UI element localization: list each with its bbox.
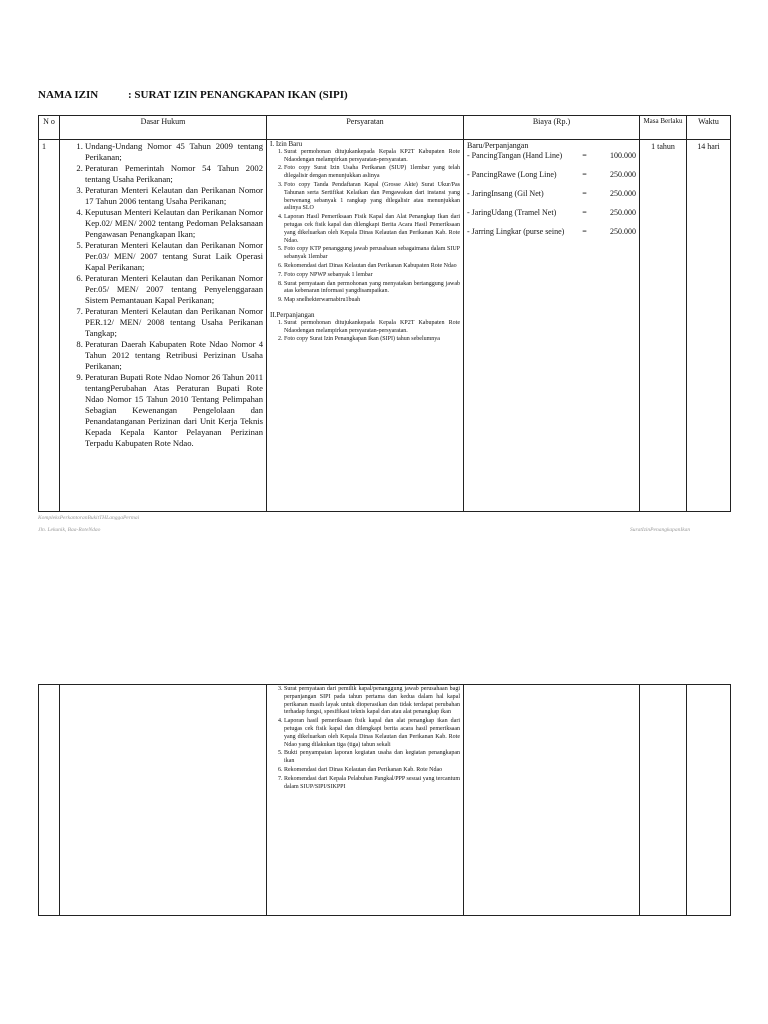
continuation-table <box>38 684 731 916</box>
izin-baru-item: 5. Foto copy KTP penanggung jawab perusahaan sebagaimana dalam SIUP sebanyak 1lembar <box>284 246 460 262</box>
biaya-label: - JaringUdang (Tramel Net) <box>467 208 557 217</box>
biaya-list <box>467 151 636 237</box>
izin-baru-item: 9. Map snelhekterwarnabiru1buah <box>284 297 460 305</box>
biaya-row <box>467 151 636 161</box>
biaya-value: 100.000 <box>610 151 637 160</box>
permit-label: NAMA IZIN <box>38 89 99 101</box>
biaya-equals: = <box>582 227 587 236</box>
perpanjangan-item: 1. Surat permohonan ditujukankepada Kepala KP2T Kabupaten Rote Ndaodengan melampirkan persyaratan-persyaratan. <box>284 320 460 336</box>
dasar-hukum-item: 9. Peraturan Bupati Rote Ndao Nomor 26 Tahun 2011 tentangPerubahan Atas Peraturan Bupati Rote Ndao Nomor 15 Tahun 2010 Tentang Pelimpahan Sebagian Kewenangan Pengelolaan dan Penandatanganan Perizinan dari Unit Kerja Teknis Kepada Kepala Kantor Pelayanan Perizinan Terpadu Kabupaten Rote Ndao. <box>85 372 263 449</box>
biaya-cell <box>464 140 640 512</box>
biaya-value: 250.000 <box>610 227 637 236</box>
table-row <box>39 140 731 512</box>
biaya-equals: = <box>582 189 587 198</box>
header-dasar-hukum: Dasar Hukum <box>60 116 267 140</box>
table-header-row <box>39 116 731 140</box>
requirements-table <box>38 115 731 512</box>
dasar-hukum-item: 2. Peraturan Pemerintah Nomor 54 Tahun 2002 tentang Usaha Perikanan; <box>85 163 263 185</box>
continuation-item: 4. Laporan hasil pemeriksaan fisik kapal dan alat penangkap ikan dari petugas cek fisik kapal dan dilengkapi berita acara hasil pemeriksaan yang dikeluarkan oleh Kepala Dinas Kelautan dan Perikanan Kab. Rote Ndao yang dilakukan tiga (tiga) tahun sekali <box>284 718 460 749</box>
table-row <box>39 685 731 916</box>
footer-address-2: Jln. Lekunik, Baa-RoteNdao <box>38 527 101 533</box>
persyaratan-cell <box>267 140 464 512</box>
izin-baru-item: 6. Rekomendasi dari Dinas Kelautan dan Perikanan Kabupaten Rote Ndao <box>284 263 460 271</box>
continuation-item: 6. Rekomendasi dari Dinas Kelautan dan Perikanan Kab. Rote Ndao <box>284 767 460 775</box>
header-persyaratan: Persyaratan <box>267 116 464 140</box>
continuation-item: 7. Rekomendasi dari Kepala Pelabuhan Pangkal/PPP sesuai yang tercantum dalam SIUP/SIPI/SIKPPI <box>284 776 460 792</box>
perpanjangan-item: 2. Foto copy Surat Izin Penangkapan Ikan (SIPI) tahun sebelumnya <box>284 336 460 344</box>
izin-baru-item: 3. Foto copy Tanda Pendaftaran Kapal (Grosse Akte) Surat Ukur/Pas Tahunan serta Sertifikat Kelaikan dan Pengawakan dari instansi yang berwenang sebanyak 1 rangkap yang dilegalisir atau menunjukkan aslinya SLO <box>284 182 460 213</box>
permit-title <box>38 89 348 101</box>
izin-baru-item: 7. Foto copy NPWP sebanyak 1 lembar <box>284 272 460 280</box>
perpanjangan-heading: II.Perpanjangan <box>270 310 315 319</box>
footer-doc-name: SuratIzinPenangkapanIkan <box>630 527 691 533</box>
dasar-hukum-item: 3. Peraturan Menteri Kelautan dan Perikanan Nomor 17 Tahun 2006 tentang Usaha Perikanan; <box>85 185 263 207</box>
biaya-equals: = <box>582 208 587 217</box>
izin-baru-list <box>270 149 460 305</box>
permit-name: : SURAT IZIN PENANGKAPAN IKAN (SIPI) <box>128 89 348 101</box>
dasar-hukum-list <box>63 141 263 449</box>
izin-baru-item: 2. Foto copy Surat Izin Usaha Perikanan (SIUP) 1lembar yang telah dilegalisir dengan menunjukkan aslinya <box>284 165 460 181</box>
biaya-label: - PancingRawe (Long Line) <box>467 170 557 179</box>
footer-address-1: KompleksPerkantoranBukitTHLanggaPermai <box>38 515 140 521</box>
izin-baru-item: 4. Laporan Hasil Pemeriksaan Fisik Kapal dan Alat Penangkap Ikan dari petugas cek fisik kapal dan dilengkapi Berita Acara Hasil Pemeriksaan yang dikeluarkan oleh Kepala Dinas Kelautan dan Perikanan Kab. Rote Ndao. <box>284 214 460 245</box>
izin-baru-item: 1. Surat permohonan ditujukankepada Kepala KP2T Kabupaten Rote Ndaodengan melampirkan persyaratan-persyaratan. <box>284 149 460 165</box>
header-waktu: Waktu <box>687 116 731 140</box>
header-masa-berlaku: Masa Berlaku <box>640 116 687 140</box>
biaya-value: 250.000 <box>610 208 637 217</box>
perpanjangan-list <box>270 320 460 344</box>
persyaratan-continuation-cell <box>267 685 464 916</box>
biaya-label: - JaringInsang (Gil Net) <box>467 189 544 198</box>
biaya-label: - Jarring Lingkar (purse seine) <box>467 227 565 236</box>
izin-baru-item: 8. Surat pernyataan dan permohonan yang menyatakan bertanggung jawab atas kebenaran informasi yangdisampaikan. <box>284 281 460 297</box>
dasar-hukum-item: 4. Keputusan Menteri Kelautan dan Perikanan Nomor Kep.02/ MEN/ 2002 tentang Pedoman Pelaksanaan Pengawasan Penangkapan Ikan; <box>85 207 263 240</box>
biaya-row <box>467 170 636 180</box>
waktu-value: 14 hari <box>687 140 731 512</box>
dasar-hukum-item: 7. Peraturan Menteri Kelautan dan Perikanan Nomor PER.12/ MEN/ 2008 tentang Usaha Perikanan Tangkap; <box>85 306 263 339</box>
dasar-hukum-item: 8. Peraturan Daerah Kabupaten Rote Ndao Nomor 4 Tahun 2012 tentang Retribusi Perizinan Usaha Perikanan; <box>85 339 263 372</box>
biaya-row <box>467 227 636 237</box>
continuation-item: 5. Bukti penyampaian laporan kegiatan usaha dan kegiatan penangkapan ikan <box>284 750 460 766</box>
row-number: 1 <box>39 140 60 512</box>
dasar-hukum-item: 1. Undang-Undang Nomor 45 Tahun 2009 tentang Perikanan; <box>85 141 263 163</box>
header-no: N o <box>39 116 60 140</box>
continuation-item: 3. Surat pernyataan dari pemilik kapal/penanggung jawab perusahaan bagi perpanjangan SIPI pada tahun pertama dan kedua dalam hal kapal perikanan masih layak untuk dioperasikan dan tidak terdapat perubahan terhadap fungsi, spesifikasi teknis kapal dan atau alat penangkap ikan <box>284 686 460 717</box>
header-biaya: Biaya (Rp.) <box>464 116 640 140</box>
masa-berlaku-value: 1 tahun <box>640 140 687 512</box>
dasar-hukum-item: 6. Peraturan Menteri Kelautan dan Perikanan Nomor Per.05/ MEN/ 2007 tentang Penyelenggaraan Sistem Pemantauan Kapal Perikanan; <box>85 273 263 306</box>
biaya-value: 250.000 <box>610 170 637 179</box>
dasar-hukum-cell <box>60 140 267 512</box>
biaya-equals: = <box>582 151 587 160</box>
biaya-row <box>467 208 636 218</box>
dasar-hukum-item: 5. Peraturan Menteri Kelautan dan Perikanan Nomor Per.03/ MEN/ 2007 tentang Surat Laik Operasi Kapal Perikanan; <box>85 240 263 273</box>
izin-baru-heading: I. Izin Baru <box>270 140 303 148</box>
biaya-value: 250.000 <box>610 189 637 198</box>
biaya-heading: Baru/Perpanjangan <box>467 141 529 150</box>
continuation-list <box>270 686 460 791</box>
biaya-equals: = <box>582 170 587 179</box>
biaya-row <box>467 189 636 199</box>
biaya-label: - PancingTangan (Hand Line) <box>467 151 563 160</box>
